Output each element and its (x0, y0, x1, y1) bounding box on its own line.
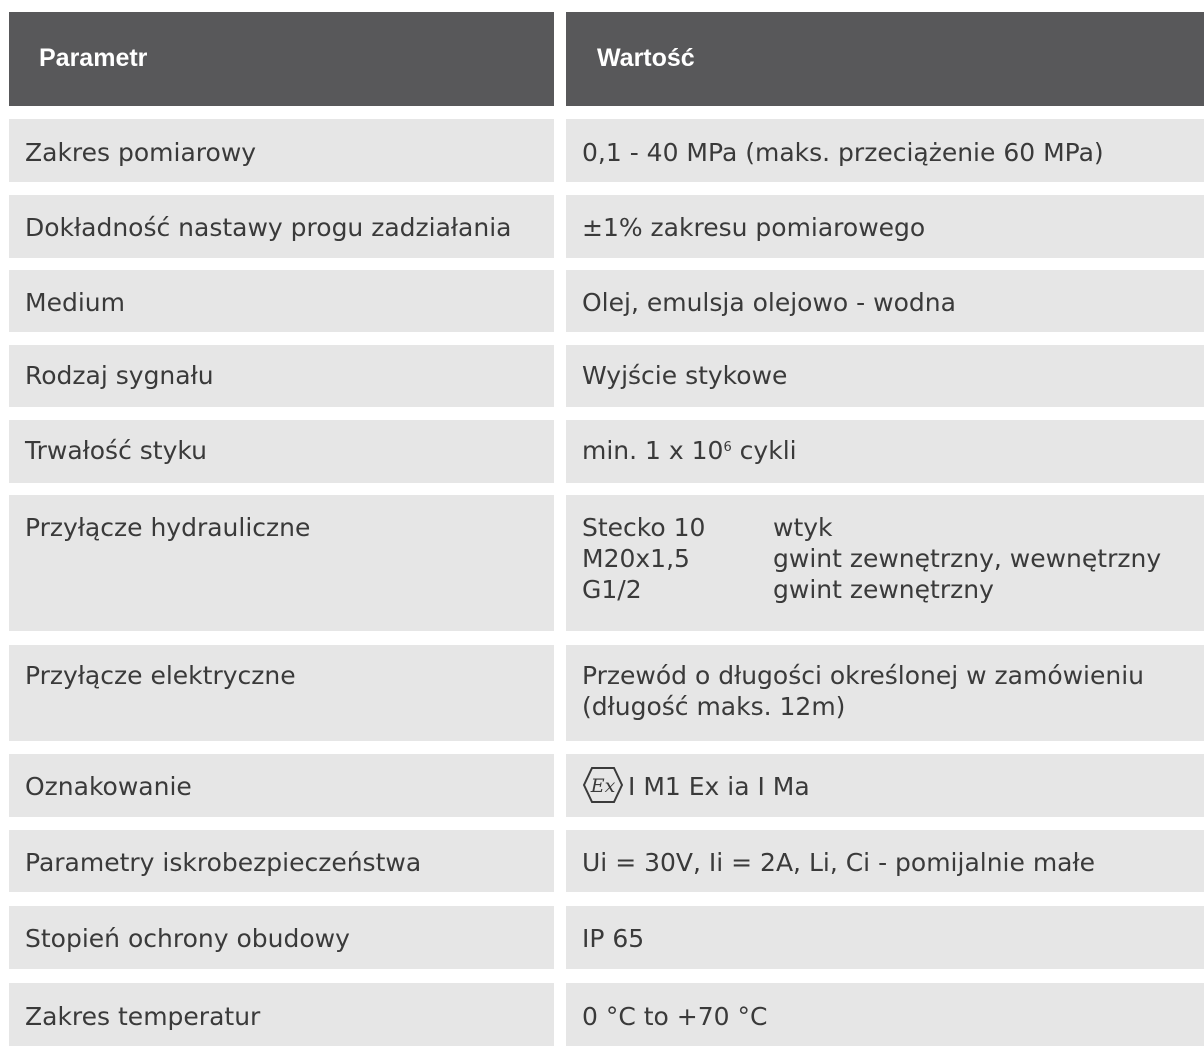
table-row-param: Parametry iskrobezpieczeństwa (9, 830, 554, 892)
table-row-value: Olej, emulsja olejowo - wodna (566, 270, 1204, 332)
table-row-value: Ex I M1 Ex ia I Ma (566, 754, 1204, 817)
table-row-param: Zakres temperatur (9, 983, 554, 1046)
table-row-param: Oznakowanie (9, 754, 554, 817)
table-row-value: Przewód o długości określonej w zamówieniu (długość maks. 12m) (566, 645, 1204, 741)
table-row-value: min. 1 x $10^6$ cykli (566, 420, 1204, 483)
table-row-param: Trwałość styku (9, 420, 554, 483)
connection-line: Stecko 10 wtyk (582, 513, 833, 542)
table-row-value: 0 °C to +70 °C (566, 983, 1204, 1046)
table-row-param: Stopień ochrony obudowy (9, 906, 554, 969)
table-row-param: Zakres pomiarowy (9, 119, 554, 182)
header-value (566, 12, 1204, 106)
table-row-value: IP 65 (566, 906, 1204, 969)
header-param (9, 12, 554, 106)
table-row-value: Wyjście stykowe (566, 345, 1204, 407)
header-value-label: Wartość (597, 44, 695, 72)
table-row-value: 0,1 - 40 MPa (maks. przeciążenie 60 MPa) (566, 119, 1204, 182)
superscript-exponent: 6 (723, 440, 732, 455)
connection-line: G1/2 gwint zewnętrzny (582, 575, 994, 604)
table-row-param: Rodzaj sygnału (9, 345, 554, 407)
table-row-param: Medium (9, 270, 554, 332)
header-param-label: Parametr (39, 44, 148, 72)
connection-line: M20x1,5 gwint zewnętrzny, wewnętrzny (582, 544, 1162, 573)
ex-hexagon-icon (582, 766, 624, 804)
table-row-value (566, 495, 1204, 631)
table-row-param: Dokładność nastawy progu zadziałania (9, 195, 554, 258)
table-row-value: Ui = 30V, Ii = 2A, Li, Ci - pomijalnie małe (566, 830, 1204, 892)
ex-icon-text: Ex (590, 775, 616, 797)
table-row-value: ±1% zakresu pomiarowego (566, 195, 1204, 258)
table-row-param: Przyłącze elektryczne (9, 645, 554, 741)
table-row-param: Przyłącze hydrauliczne (9, 495, 554, 631)
